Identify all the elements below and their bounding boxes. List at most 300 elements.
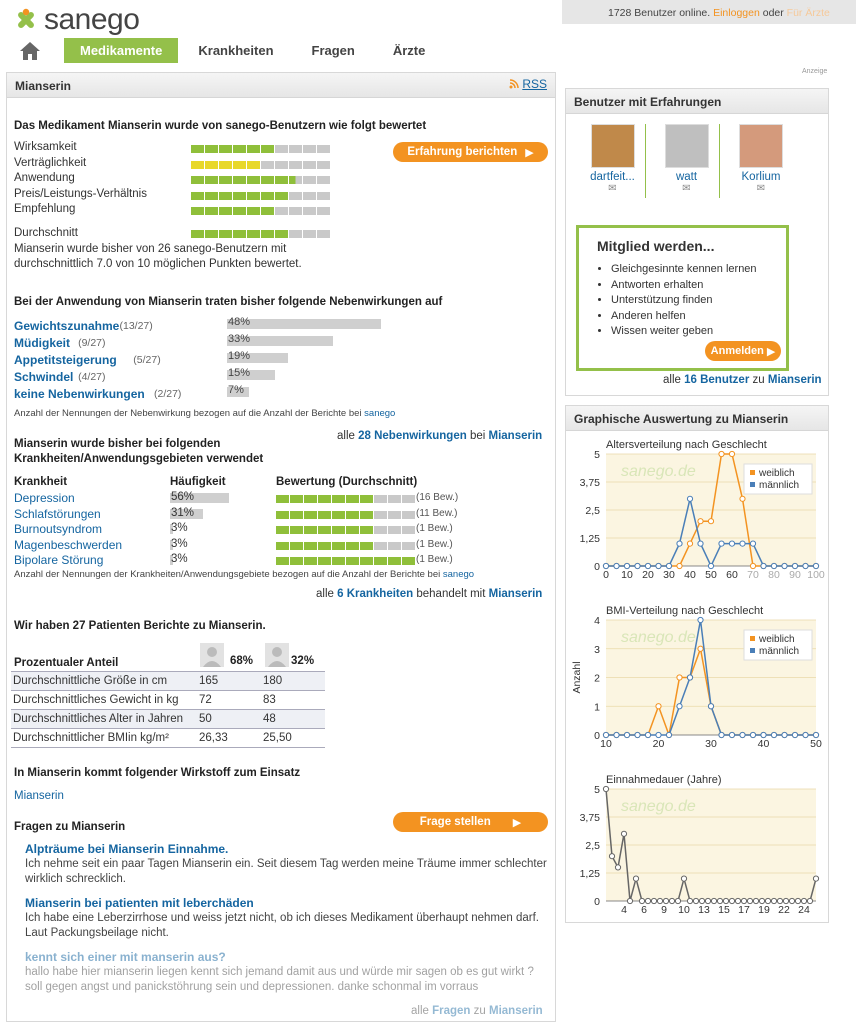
side-effect-count: (5/27) <box>133 354 161 366</box>
side-effect-count: (13/27) <box>119 320 153 332</box>
rating-segment <box>191 145 204 153</box>
disease-row <box>14 538 544 553</box>
rating-segment <box>374 511 387 519</box>
rating-segment <box>233 192 246 200</box>
chart-watermark: sanego.de <box>621 463 696 480</box>
data-point <box>609 854 614 859</box>
rating-segment <box>289 176 302 184</box>
disease-link[interactable]: Bipolare Störung <box>14 553 104 567</box>
rating-bar <box>276 495 415 503</box>
data-point <box>687 898 692 903</box>
side-effect-link[interactable]: Müdigkeit <box>14 336 70 350</box>
patients-col-label: Prozentualer Anteil <box>14 657 119 669</box>
rating-segment <box>388 495 401 503</box>
rating-segment <box>303 145 316 153</box>
side-effect-percent: 7% <box>228 384 244 396</box>
data-point <box>677 541 682 546</box>
data-point <box>750 732 755 737</box>
rating-segment <box>247 207 260 215</box>
rating-segment <box>289 161 302 169</box>
y-tick-label: 5 <box>594 784 600 796</box>
rating-segment <box>233 145 246 153</box>
y-tick-label: 3,75 <box>579 477 600 489</box>
rating-segment <box>275 176 288 184</box>
data-point <box>723 898 728 903</box>
tab-aerzte[interactable]: Ärzte <box>392 43 426 58</box>
average-rating-bar <box>191 230 330 238</box>
data-point <box>761 732 766 737</box>
rating-segment <box>261 176 274 184</box>
rating-segment <box>346 557 359 565</box>
rating-segment <box>233 176 246 184</box>
question-title[interactable]: Mianserin bei patienten mit leberchäden <box>25 896 254 910</box>
rating-segment <box>275 230 288 238</box>
patient-male-value: 180 <box>263 675 283 687</box>
side-effect-link[interactable]: Gewichtszunahme <box>14 319 120 333</box>
member-heading: Mitglied werden... <box>597 238 715 254</box>
rating-segment <box>346 542 359 550</box>
side-effect-row <box>14 318 544 334</box>
rating-segment <box>289 207 302 215</box>
x-tick-label: 10 <box>621 569 633 581</box>
all-users-mid: zu <box>752 374 765 386</box>
patient-row <box>11 672 325 691</box>
data-point <box>639 898 644 903</box>
ad-label: Anzeige <box>802 68 828 75</box>
message-icon[interactable]: ✉ <box>608 183 617 194</box>
patient-male-value: 83 <box>263 694 276 706</box>
data-point <box>677 563 682 568</box>
chart-watermark: sanego.de <box>621 798 696 815</box>
y-tick-label: 0 <box>594 730 600 742</box>
side-effect-link[interactable]: Schwindel <box>14 370 74 384</box>
register-button[interactable] <box>705 341 781 361</box>
data-point <box>719 451 724 456</box>
all-side-mid: bei <box>469 430 486 442</box>
disease-votes: (1 Bew.) <box>416 554 453 565</box>
disease-link[interactable]: Schlafstörungen <box>14 506 101 521</box>
data-point <box>624 732 629 737</box>
data-point <box>603 732 608 737</box>
side-effect-link[interactable]: keine Nebenwirkungen <box>14 387 145 401</box>
data-point <box>698 646 703 651</box>
tab-medikamente[interactable]: Medikamente <box>64 38 178 63</box>
patients-heading: Wir haben 27 Patienten Berichte zu Mianserin. <box>14 620 266 632</box>
side-effect-bar <box>227 319 381 329</box>
side-effect-percent: 48% <box>228 316 251 328</box>
rating-segment <box>219 192 232 200</box>
gender-icons <box>200 643 314 667</box>
rating-segment <box>317 161 330 169</box>
rating-segment <box>205 192 218 200</box>
y-tick-label: 0 <box>594 896 600 908</box>
rating-segment <box>276 511 289 519</box>
side-effect-count: (2/27) <box>154 388 182 400</box>
message-icon[interactable]: ✉ <box>756 183 766 194</box>
data-point <box>614 732 619 737</box>
rating-segment <box>290 511 303 519</box>
rating-segment <box>303 161 316 169</box>
data-point <box>615 865 620 870</box>
disease-votes: (16 Bew.) <box>416 492 459 503</box>
question-title[interactable]: Alpträume bei Mianserin Einnahme. <box>25 842 229 856</box>
all-side-effects-link[interactable] <box>337 430 542 442</box>
rating-segment <box>191 207 204 215</box>
data-point <box>666 563 671 568</box>
data-point <box>635 732 640 737</box>
data-point <box>663 898 668 903</box>
member-box <box>576 225 789 371</box>
member-benefit: • Unterstützung finden <box>611 293 786 309</box>
data-point <box>782 732 787 737</box>
data-point <box>698 541 703 546</box>
tab-fragen[interactable]: Fragen <box>311 43 355 58</box>
data-point <box>719 541 724 546</box>
rating-bar <box>191 176 330 184</box>
rating-segment <box>219 230 232 238</box>
rating-segment <box>374 557 387 565</box>
rating-segment <box>360 542 373 550</box>
rating-segment <box>346 526 359 534</box>
rating-segment <box>402 526 415 534</box>
side-effects-note-link[interactable]: sanego <box>364 408 396 419</box>
panel-header <box>7 73 555 98</box>
users-list <box>580 124 820 198</box>
graph-heading: Graphische Auswertung zu Mianserin <box>566 406 828 431</box>
rating-segment <box>317 145 330 153</box>
disease-votes: (11 Bew.) <box>416 507 458 519</box>
logo[interactable] <box>12 4 139 36</box>
ask-question-button[interactable] <box>393 812 548 832</box>
message-icon[interactable]: ✉ <box>682 183 691 194</box>
data-point <box>792 563 797 568</box>
data-point <box>747 898 752 903</box>
report-experience-button[interactable] <box>393 142 548 162</box>
rating-segment <box>303 207 316 215</box>
legend-swatch <box>750 482 755 487</box>
rating-segment <box>247 161 260 169</box>
data-point <box>711 898 716 903</box>
legend-label: weiblich <box>759 468 795 479</box>
user-avatar <box>739 124 783 168</box>
rating-segment <box>276 495 289 503</box>
rating-segment <box>205 145 218 153</box>
disease-row <box>14 507 544 522</box>
rating-heading: Das Medikament Mianserin wurde von sanego-Benutzern wie folgt bewertet <box>14 120 427 132</box>
disease-note-link[interactable]: sanego <box>442 569 475 580</box>
data-point <box>681 876 686 881</box>
data-point <box>698 617 703 622</box>
disease-frequency: 31% <box>171 506 195 519</box>
disease-col-rating: Bewertung (Durchschnitt) <box>276 476 418 488</box>
data-point <box>729 451 734 456</box>
side-effect-row <box>14 386 544 402</box>
patient-female-value: 26,33 <box>199 732 228 744</box>
question-item <box>25 950 550 995</box>
data-point <box>771 563 776 568</box>
login-link[interactable]: Einloggen <box>713 7 760 19</box>
rating-segment <box>332 526 345 534</box>
rating-row <box>14 172 344 187</box>
rating-segment <box>205 161 218 169</box>
rating-row <box>14 188 344 203</box>
patient-row-label: Durchschnittliches Gewicht in kg <box>13 694 179 706</box>
male-percent: 32% <box>291 655 315 667</box>
rating-segment <box>247 192 260 200</box>
male-avatar-icon <box>265 643 289 667</box>
x-tick-label: 40 <box>757 738 770 750</box>
disease-heading-line1: Mianserin wurde bisher bei folgenden <box>14 438 221 450</box>
y-tick-label: 3,75 <box>579 812 600 824</box>
member-list <box>597 262 786 340</box>
rating-segment <box>332 557 345 565</box>
legend-swatch <box>750 636 755 641</box>
rating-segment <box>261 207 274 215</box>
data-point <box>657 898 662 903</box>
patient-female-value: 165 <box>199 675 219 687</box>
data-point <box>735 898 740 903</box>
rating-segment <box>304 557 317 565</box>
patient-male-value: 25,50 <box>263 732 292 744</box>
patient-row-label: Durchschnittlicher BMIin kg/m² <box>13 732 169 744</box>
home-icon[interactable] <box>18 40 42 62</box>
side-effect-link[interactable]: Appetitsteigerung <box>14 353 117 367</box>
data-point <box>750 563 755 568</box>
tab-krankheiten[interactable]: Krankheiten <box>198 43 274 58</box>
rating-segment <box>191 230 204 238</box>
rating-segment <box>219 161 232 169</box>
data-point <box>705 898 710 903</box>
patient-female-value: 50 <box>199 713 212 725</box>
data-point <box>708 704 713 709</box>
all-dis-mid: behandelt mit <box>416 588 486 600</box>
rating-segment <box>247 176 260 184</box>
disease-note <box>14 569 474 580</box>
rating-segment <box>388 542 401 550</box>
rating-bar <box>191 192 330 200</box>
rating-segment <box>346 495 359 503</box>
all-diseases-link[interactable] <box>316 588 542 600</box>
data-point <box>603 563 608 568</box>
data-point <box>693 898 698 903</box>
top-bar <box>562 0 856 24</box>
or-text: oder <box>762 7 784 19</box>
rating-segment <box>332 495 345 503</box>
data-point <box>803 563 808 568</box>
report-experience-label: Erfahrung berichten <box>407 146 518 158</box>
rating-segment <box>318 495 331 503</box>
rating-segment <box>191 192 204 200</box>
user-card[interactable] <box>728 124 794 198</box>
disease-link[interactable]: Magenbeschwerden <box>14 537 123 552</box>
patient-row <box>11 729 325 748</box>
user-card[interactable] <box>654 124 720 198</box>
patient-female-value: 72 <box>199 694 212 706</box>
x-tick-label: 20 <box>642 569 654 581</box>
data-point <box>687 541 692 546</box>
x-tick-label: 70 <box>747 569 759 581</box>
rating-segment <box>317 176 330 184</box>
rating-segment <box>303 192 316 200</box>
rating-segment <box>219 145 232 153</box>
question-item <box>25 896 550 941</box>
rating-segment <box>318 526 331 534</box>
question-body: hallo habe hier mianserin liegen kennt sich jemand damit aus und würde mir sagen ob es gut wirkt ? soll gegen angst und panickstöhrung sein und depressionen. danke schonmal im vorraus <box>25 966 534 993</box>
rating-segment <box>332 511 345 519</box>
data-point <box>777 898 782 903</box>
rating-segment <box>304 526 317 534</box>
user-name: dartfeit... <box>590 171 635 183</box>
member-benefit: • Gleichgesinnte kennen lernen <box>611 262 786 278</box>
rating-label: Verträglichkeit <box>14 156 87 169</box>
rating-segment <box>261 230 274 238</box>
chart-0 <box>580 439 825 581</box>
x-tick-label: 100 <box>807 569 825 581</box>
data-point <box>633 876 638 881</box>
disease-votes: (1 Bew.) <box>416 523 453 534</box>
rating-row <box>14 141 344 156</box>
side-effect-count: (9/27) <box>78 337 106 349</box>
data-point <box>635 563 640 568</box>
rating-segment <box>402 557 415 565</box>
register-label: Anmelden <box>710 345 764 357</box>
x-tick-label: 10 <box>678 904 690 916</box>
data-point <box>645 563 650 568</box>
rating-segment <box>317 230 330 238</box>
disease-frequency: 56% <box>171 491 195 503</box>
rss-link[interactable] <box>509 77 547 91</box>
y-tick-label: 4 <box>594 615 600 627</box>
rating-segment <box>276 542 289 550</box>
rating-segment <box>289 192 302 200</box>
data-point <box>656 732 661 737</box>
legend-swatch <box>750 470 755 475</box>
charts-area <box>566 432 828 922</box>
rating-label: Preis/Leistungs-Verhältnis <box>14 187 147 200</box>
y-tick-label: 2 <box>594 672 600 685</box>
rating-segment <box>247 230 260 238</box>
sanego-logo-icon <box>12 6 40 34</box>
rating-segment <box>289 230 302 238</box>
data-point <box>708 519 713 524</box>
x-tick-label: 60 <box>726 569 738 581</box>
rating-label: Anwendung <box>14 172 75 184</box>
disease-link[interactable]: Depression <box>14 491 75 505</box>
all-q-drug: Mianserin <box>489 1005 543 1017</box>
rating-segment <box>318 542 331 550</box>
disease-col-name: Krankheit <box>14 476 68 488</box>
user-avatar <box>665 124 709 168</box>
all-dis-num: 6 Krankheiten <box>337 588 414 600</box>
data-point <box>741 898 746 903</box>
legend-label: männlich <box>759 480 800 491</box>
rating-segment <box>303 176 316 184</box>
side-effect-count: (4/27) <box>78 371 106 383</box>
x-tick-label: 0 <box>603 569 609 581</box>
patients-table <box>11 671 325 748</box>
data-point <box>687 496 692 501</box>
patient-row <box>11 691 325 710</box>
data-point <box>740 496 745 501</box>
rating-segment <box>290 542 303 550</box>
rating-segment <box>360 526 373 534</box>
data-point <box>729 898 734 903</box>
side-effects-heading: Bei der Anwendung von Mianserin traten bisher folgende Nebenwirkungen auf <box>14 296 443 308</box>
patient-row <box>11 710 325 729</box>
rating-label: Empfehlung <box>14 203 76 215</box>
data-point <box>698 519 703 524</box>
all-users-link[interactable] <box>663 374 822 386</box>
ingredient-link[interactable]: Mianserin <box>14 790 64 802</box>
all-dis-pre: alle <box>316 588 334 600</box>
rating-segment <box>219 207 232 215</box>
all-questions-link[interactable] <box>411 1005 543 1017</box>
arrow-right-icon: ▶ <box>525 146 534 159</box>
data-point <box>614 563 619 568</box>
y-tick-label: 3 <box>594 643 600 656</box>
chart-title: BMI-Verteilung nach Geschlecht <box>606 605 764 617</box>
rating-segment <box>304 542 317 550</box>
data-point <box>765 898 770 903</box>
all-q-pre: alle <box>411 1005 429 1017</box>
data-point <box>624 563 629 568</box>
data-point <box>719 732 724 737</box>
rating-segment <box>388 526 401 534</box>
chart-2 <box>580 774 819 916</box>
rating-bar <box>276 557 415 565</box>
legend-swatch <box>750 648 755 653</box>
x-tick-label: 22 <box>778 904 790 916</box>
question-title[interactable]: kennt sich einer mit manserin aus? <box>25 950 226 964</box>
all-q-mid: zu <box>473 1005 486 1017</box>
chart-watermark: sanego.de <box>621 629 696 646</box>
x-tick-label: 20 <box>652 738 665 750</box>
data-point <box>687 675 692 680</box>
rating-segment <box>276 557 289 565</box>
x-tick-label: 10 <box>600 738 612 750</box>
page-title: Mianserin <box>15 79 72 93</box>
ask-question-label: Frage stellen <box>419 816 491 828</box>
side-effects-note-text: Anzahl der Nennungen der Nebenwirkung bezogen auf die Anzahl der Berichte bei <box>14 408 362 419</box>
side-effect-percent: 33% <box>228 333 251 345</box>
questions-heading: Fragen zu Mianserin <box>14 821 126 833</box>
rating-segment <box>275 161 288 169</box>
disease-frequency: 3% <box>171 553 188 565</box>
doctors-link[interactable]: Für Ärzte <box>786 7 830 19</box>
y-tick-label: 1,25 <box>579 533 600 545</box>
legend-label: männlich <box>759 646 800 657</box>
data-point <box>753 898 758 903</box>
users-heading: Benutzer mit Erfahrungen <box>566 89 828 114</box>
member-benefit: • Anderen helfen <box>611 309 786 325</box>
x-tick-label: 30 <box>663 569 675 581</box>
disease-link[interactable]: Burnoutsyndrom <box>14 522 103 536</box>
data-point <box>621 831 626 836</box>
patient-row-label: Durchschnittliches Alter in Jahren <box>13 713 184 725</box>
arrow-right-icon: ▶ <box>766 345 776 358</box>
data-point <box>717 898 722 903</box>
user-card[interactable] <box>580 124 646 198</box>
user-name: watt <box>675 171 698 183</box>
data-point <box>677 675 682 680</box>
all-q-link: Fragen <box>432 1005 471 1017</box>
data-point <box>740 541 745 546</box>
rating-row <box>14 157 344 172</box>
patient-male-value: 48 <box>263 713 276 725</box>
rating-segment <box>317 207 330 215</box>
rating-segment <box>402 495 415 503</box>
main-nav <box>18 38 463 63</box>
